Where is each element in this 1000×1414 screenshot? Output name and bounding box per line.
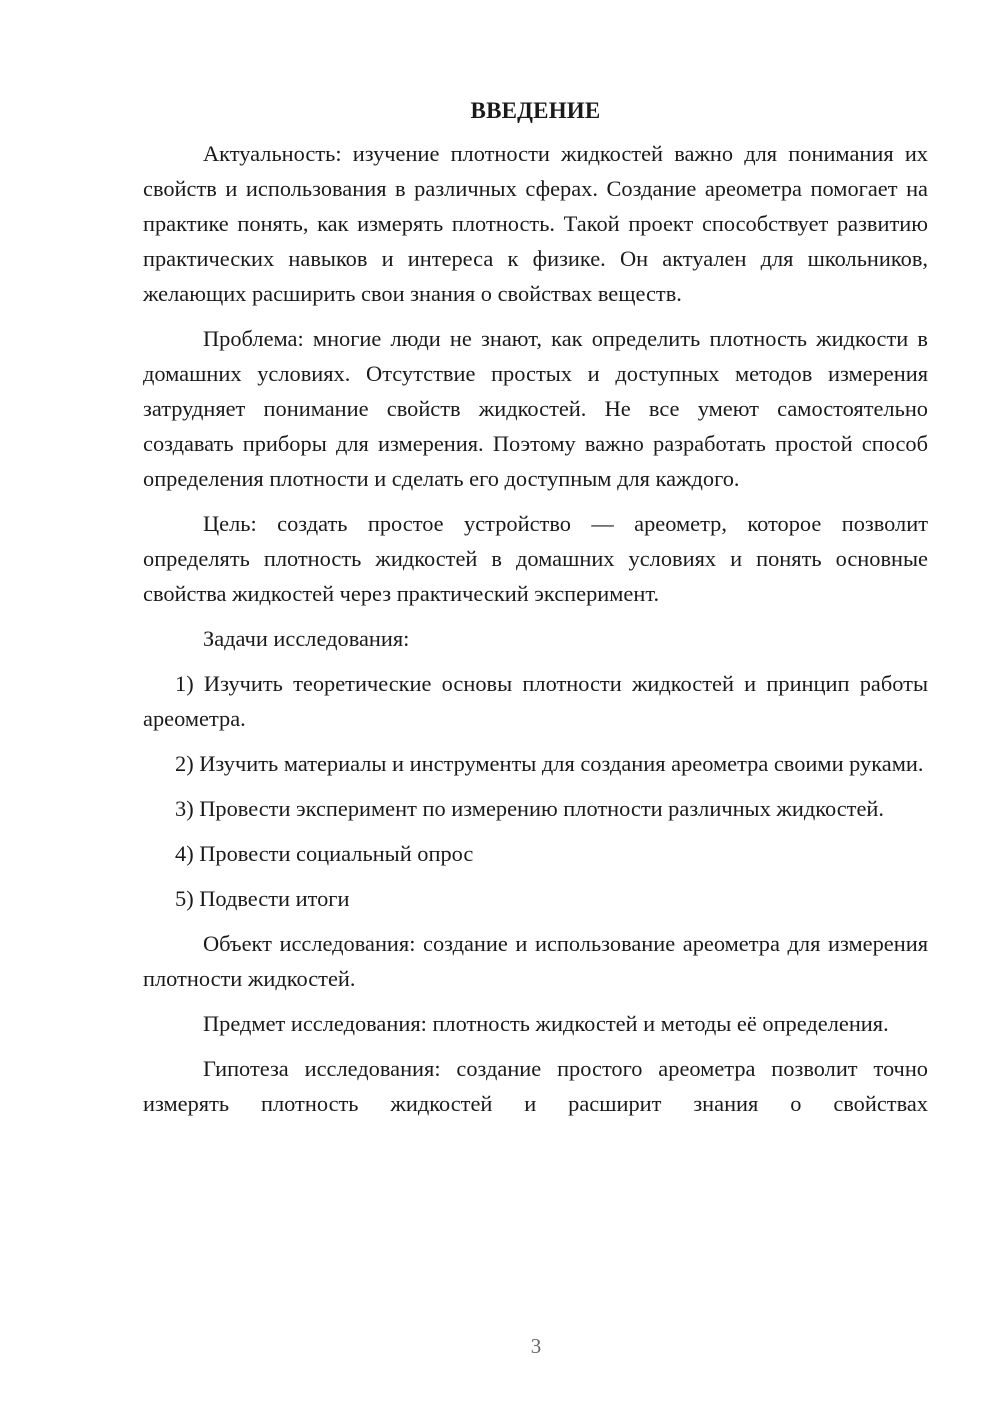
task-item-4: 4) Провести социальный опрос — [175, 841, 474, 866]
task-item-1: 1) Изучить теоретические основы плотности жидкостей и принцип работы ареометра. — [143, 671, 928, 731]
task-item-3: 3) Провести эксперимент по измерению плотности различных жидкостей. — [175, 796, 884, 821]
paragraph-goal: Цель: создать простое устройство — ареометр, которое позволит определять плотность жидкостей в домашних условиях и понять основные свойства жидкостей через практический эксперимент. — [143, 511, 928, 606]
paragraph-subject: Предмет исследования: плотность жидкостей и методы её определения. — [203, 1011, 889, 1036]
section-title: ВВЕДЕНИЕ — [470, 98, 601, 123]
paragraph-hypothesis: Гипотеза исследования: создание простого ареометра позволит точно измерять плотность жидкостей и расширит знания о свойствах — [143, 1056, 928, 1116]
paragraph-tasks-heading: Задачи исследования: — [203, 626, 410, 651]
task-item-2: 2) Изучить материалы и инструменты для создания ареометра своими руками. — [175, 751, 924, 776]
paragraph-relevance: Актуальность: изучение плотности жидкостей важно для понимания их свойств и использования в различных сферах. Создание ареометра помогает на практике понять, как измерять плотность. Такой проект способствует развитию практических навыков и интереса к физике. Он актуален для школьников, желающих расширить свои знания о свойствах веществ. — [143, 141, 928, 306]
paragraph-object: Объект исследования: создание и использование ареометра для измерения плотности жидкостей. — [143, 931, 928, 991]
paragraph-problem: Проблема: многие люди не знают, как определить плотность жидкости в домашних условиях. Отсутствие простых и доступных методов измерения затрудняет понимание свойств жидкостей. Не все умеют самостоятельно создавать приборы для измерения. Поэтому важно разработать простой способ определения плотности и сделать его доступным для каждого. — [143, 326, 928, 491]
page-content — [143, 96, 928, 1131]
page-number: 3 — [530, 1334, 542, 1358]
task-item-5: 5) Подвести итоги — [175, 886, 350, 911]
